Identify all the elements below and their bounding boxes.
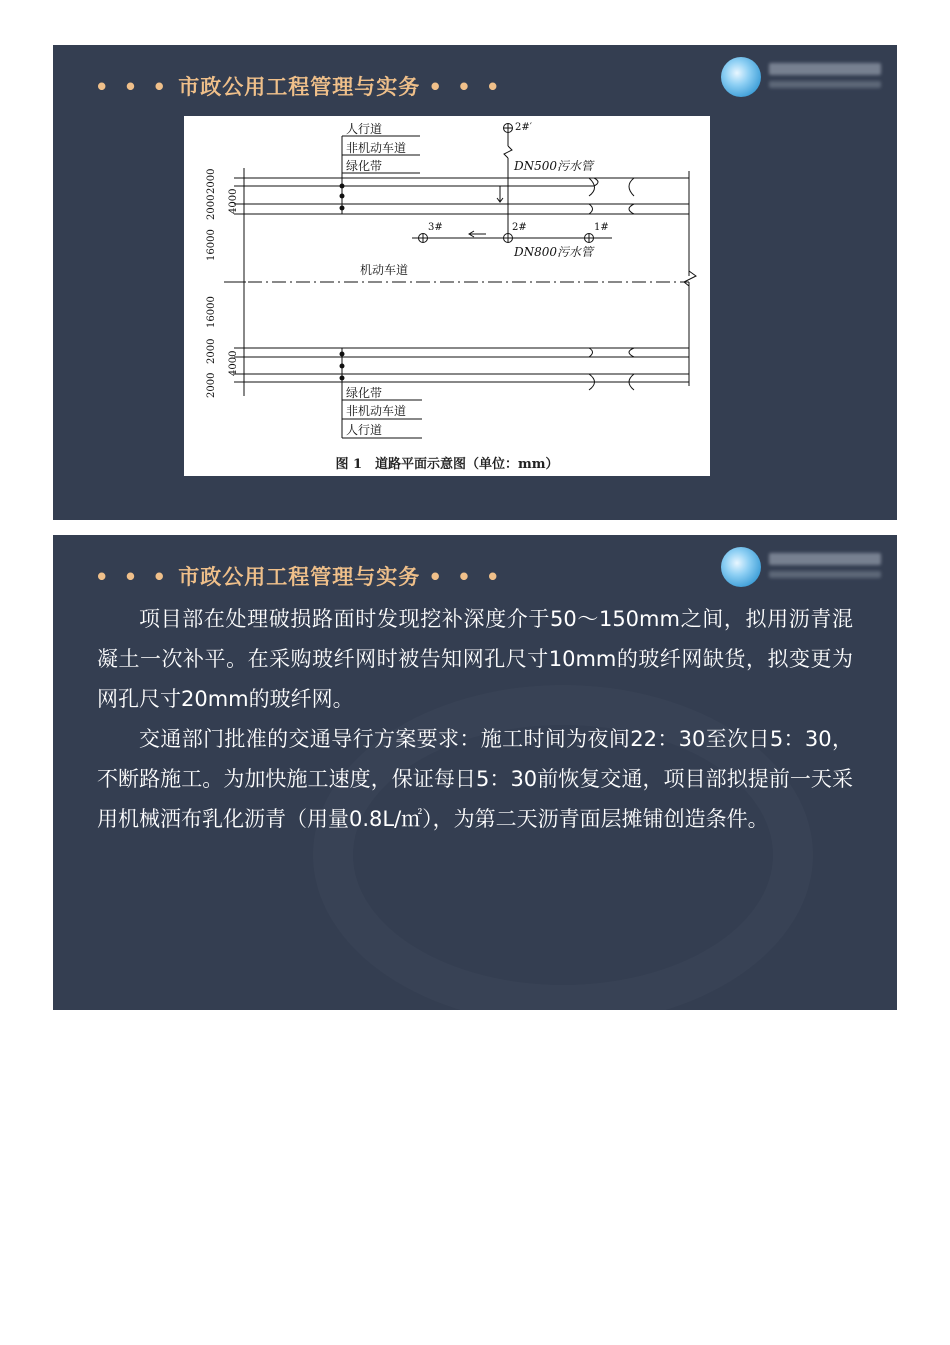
- road-plan-figure: [184, 116, 710, 476]
- label-well-3: 3#: [428, 222, 443, 233]
- label-well-1: 1#: [594, 222, 609, 233]
- dim-4000-a: 4000: [228, 188, 239, 214]
- slide-1-title: [95, 71, 503, 101]
- dim-2000-a: 2000: [206, 168, 217, 194]
- dim-4000-b: 4000: [228, 350, 239, 376]
- dim-2000-d: 2000: [206, 372, 217, 398]
- paragraph-1: 项目部在处理破损路面时发现挖补深度介于50～150mm之间，拟用沥青混凝土一次补平。在采购玻纤网时被告知网孔尺寸10mm的玻纤网缺货，拟变更为网孔尺寸20mm的玻纤网。: [97, 607, 853, 711]
- title-text: 市政公用工程管理与实务: [178, 75, 421, 99]
- brand-logo: [721, 55, 887, 99]
- label-sidewalk-bottom: 人行道: [346, 423, 383, 437]
- logo-icon: [721, 57, 761, 97]
- road-plan-drawing: [184, 116, 710, 476]
- slide-1: [53, 45, 897, 520]
- label-sidewalk-top: 人行道: [346, 122, 383, 136]
- label-well-2: 2#: [512, 222, 527, 233]
- logo-icon: [721, 547, 761, 587]
- slide-2-title: [95, 561, 503, 591]
- figure-caption: 图 1 道路平面示意图（单位：mm）: [335, 457, 559, 472]
- label-green-bottom: 绿化带: [346, 386, 383, 400]
- question-body: [97, 599, 853, 839]
- dim-2000-b: 2000: [206, 194, 217, 220]
- dim-2000-c: 2000: [206, 338, 217, 364]
- title-dots-left: • • •: [95, 565, 170, 589]
- label-well-2pp: 2#′: [515, 122, 533, 133]
- paragraph-2: 交通部门批准的交通导行方案要求：施工时间为夜间22：30至次日5：30，不断路施工。为加快施工速度，保证每日5：30前恢复交通，项目部拟提前一天采用机械洒布乳化沥青（用量0.8L/㎡），为第二天沥青面层摊铺创造条件。: [97, 727, 853, 831]
- label-motor-lane: 机动车道: [360, 263, 409, 277]
- dim-16000-a: 16000: [206, 229, 217, 261]
- dim-16000-b: 16000: [206, 296, 217, 328]
- label-dn800: DN800污水管: [514, 245, 594, 259]
- label-dn500: DN500污水管: [514, 159, 594, 173]
- slide-2: [53, 535, 897, 1010]
- title-dots-right: • • •: [428, 75, 504, 99]
- label-non-motor-top: 非机动车道: [346, 141, 407, 155]
- title-dots-right: • • •: [428, 565, 504, 589]
- title-text: 市政公用工程管理与实务: [178, 565, 421, 589]
- title-dots-left: • • •: [95, 75, 170, 99]
- label-non-motor-bottom: 非机动车道: [346, 404, 407, 418]
- label-green-top: 绿化带: [346, 159, 383, 173]
- brand-logo: [721, 545, 887, 589]
